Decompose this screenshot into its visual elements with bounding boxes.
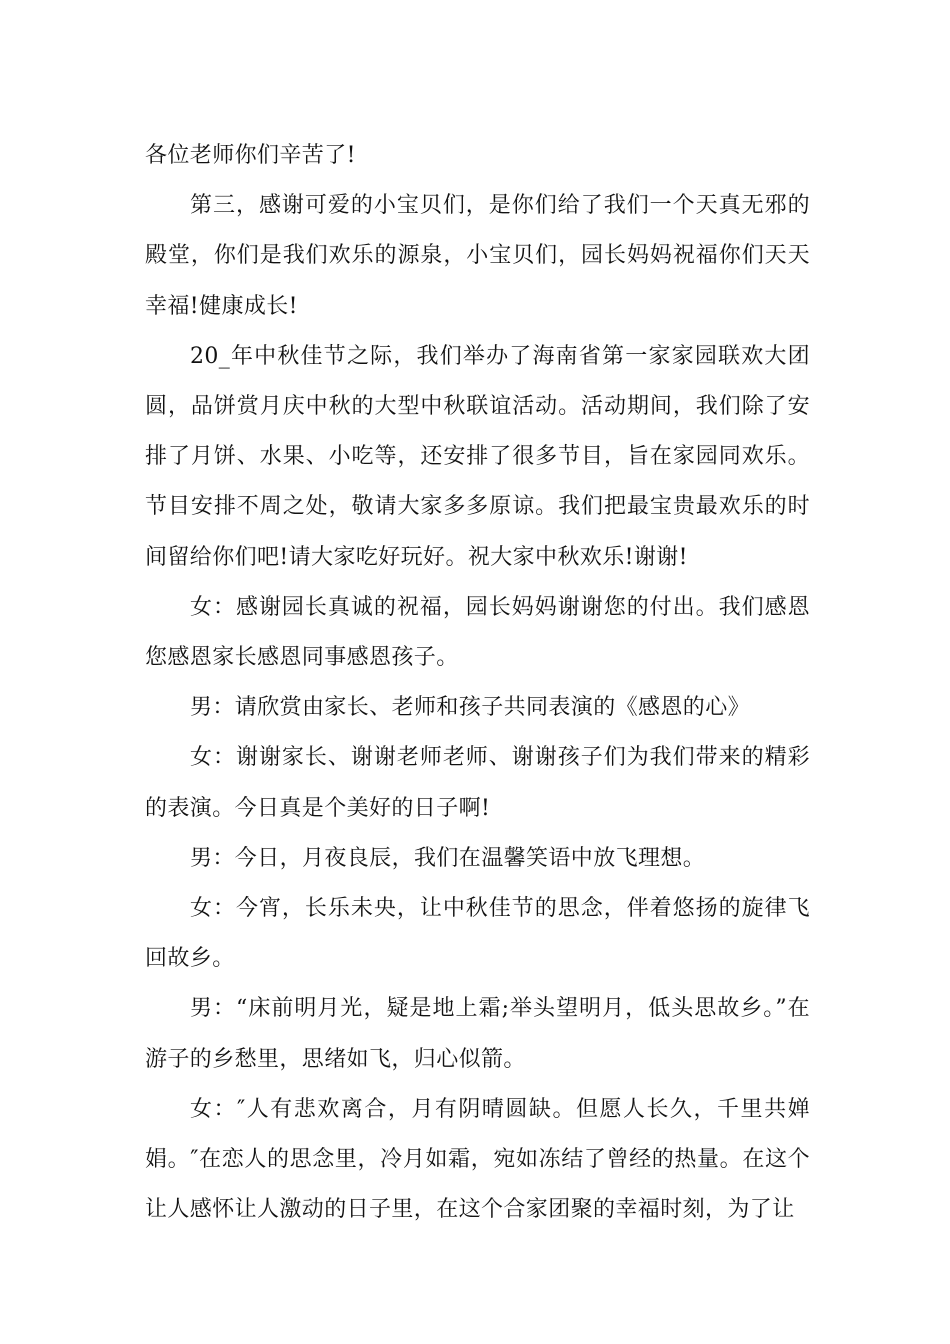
- paragraph-4: 女：感谢园长真诚的祝福，园长妈妈谢谢您的付出。我们感恩您感恩家长感恩同事感恩孩子。: [145, 594, 810, 671]
- paragraph-2: 第三，感谢可爱的小宝贝们，是你们给了我们一个天真无邪的殿堂，你们是我们欢乐的源泉，小宝贝们，园长妈妈祝福你们天天幸福!健康成长!: [145, 193, 810, 319]
- paragraph-3: 20_年中秋佳节之际，我们举办了海南省第一家家园联欢大团圆，品饼赏月庆中秋的大型中秋联谊活动。活动期间，我们除了安排了月饼、水果、小吃等，还安排了很多节目，旨在家园同欢乐。节目安排不周之处，敬请大家多多原谅。我们把最宝贵最欢乐的时间留给你们吧!请大家吃好玩好。祝大家中秋欢乐!谢谢!: [145, 343, 810, 570]
- paragraph-1: 各位老师你们辛苦了!: [145, 143, 356, 168]
- paragraph-10: 女：″人有悲欢离合，月有阴晴圆缺。但愿人长久，千里共婵娟。″在恋人的思念里，冷月如霜，宛如冻结了曾经的热量。在这个让人感怀让人激动的日子里，在这个合家团聚的幸福时刻，为了让: [145, 1096, 810, 1223]
- document-body: [145, 131, 810, 1235]
- paragraph-5: 男：请欣赏由家长、老师和孩子共同表演的《感恩的心》: [190, 695, 751, 721]
- paragraph-9: 男：“床前明月光，疑是地上霜;举头望明月，低头思故乡。”在游子的乡愁里，思绪如飞，归心似箭。: [145, 996, 810, 1072]
- paragraph-8: 女：今宵，长乐未央，让中秋佳节的思念，伴着悠扬的旋律飞回故乡。: [145, 896, 810, 972]
- paragraph-7: 男：今日，月夜良辰，我们在温馨笑语中放飞理想。: [190, 845, 706, 871]
- paragraph-6: 女：谢谢家长、谢谢老师老师、谢谢孩子们为我们带来的精彩的表演。今日真是个美好的日子啊!: [145, 745, 810, 821]
